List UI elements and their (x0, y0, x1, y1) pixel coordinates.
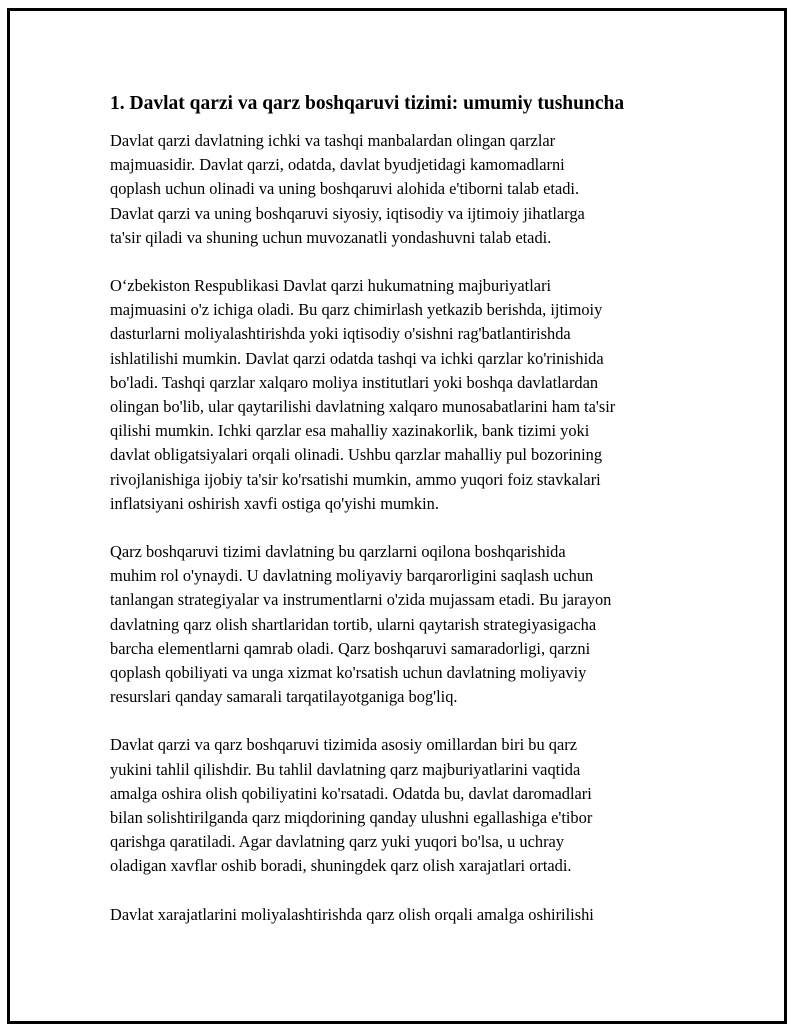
section-heading: 1. Davlat qarzi va qarz boshqaruvi tizimi: umumiy tushuncha (110, 93, 625, 114)
paragraph-5: Davlat xarajatlarini moliyalashtirishda qarz olish orqali amalga oshirilishi (110, 904, 594, 924)
paragraph-3: Qarz boshqaruvi tizimi davlatning bu qarzlarni oqilona boshqarishida muhim rol o'ynaydi. U davlatning moliyaviy barqarorligini saqlash uchun tanlangan strategiyalar va instrumentlarni o'zida mujassam etadi. Bu jarayon davlatning qarz olish shartlaridan tortib, ularni qaytarish strategiyasigacha barcha elementlarni qamrab oladi. Qarz boshqaruvi samaradorligi, qarzni qoplash qobiliyati va unga xizmat ko'rsatish uchun davlatning moliyaviy resurslari qanday samarali tarqatilayotganiga bog'liq. (110, 542, 612, 707)
paragraph-4: Davlat qarzi va qarz boshqaruvi tizimida asosiy omillardan biri bu qarz yukini tahlil qilishdir. Bu tahlil davlatning qarz majburiyatlarini vaqtida amalga oshira olish qobiliyatini ko'rsatadi. Odatda bu, davlat daromadlari bilan solishtirilganda qarz miqdorining qanday ulushni egallashiga e'tibor qarishga qaratiladi. Agar davlatning qarz yuki yuqori bo'lsa, u uchray oladigan xavflar oshib boradi, shuningdek qarz olish xarajatlari ortadi. (110, 735, 593, 876)
paragraph-1: Davlat qarzi davlatning ichki va tashqi manbalardan olingan qarzlar majmuasidir. Davlat qarzi, odatda, davlat byudjetidagi kamomadlarni qoplash uchun olinadi va uning boshqaruvi alohida e'tiborni talab etadi. Davlat qarzi va uning boshqaruvi siyosiy, iqtisodiy va ijtimoiy jihatlarga ta'sir qiladi va shuning uchun muvozanatli yondashuvni talab etadi. (110, 131, 585, 247)
paragraph-2: O‘zbekiston Respublikasi Davlat qarzi hukumatning majburiyatlari majmuasini o'z ichiga oladi. Bu qarz chimirlash yetkazib berishda, ijtimoiy dasturlarni moliyalashtirishda yoki iqtisodiy o'sishni rag'batlantirishda ishlatilishi mumkin. Davlat qarzi odatda tashqi va ichki qarzlar ko'rinishida bo'ladi. Tashqi qarzlar xalqaro moliya institutlari yoki boshqa davlatlardan olingan bo'lib, ular qaytarilishi davlatning xalqaro munosabatlarini ham ta'sir qilishi mumkin. Ichki qarzlar esa mahalliy xazinakorlik, bank tizimi yoki davlat obligatsiyalari orqali olinadi. Ushbu qarzlar mahalliy pul bozorining rivojlanishiga ijobiy ta'sir ko'rsatishi mumkin, ammo yuqori foiz stavkalari inflatsiyani oshirish xavfi ostiga qo'yishi mumkin. (110, 276, 616, 513)
document-body (110, 92, 690, 951)
